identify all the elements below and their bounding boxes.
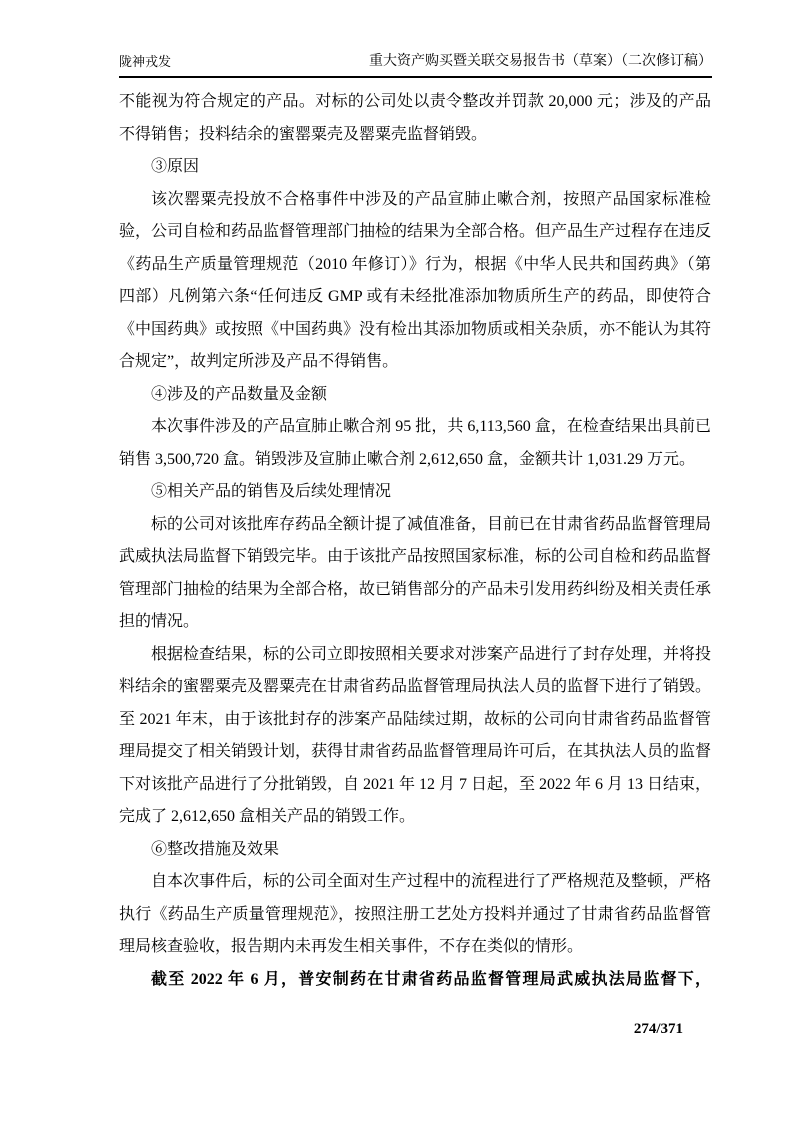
page-number: 274/371 xyxy=(633,1021,683,1037)
document-body xyxy=(119,86,711,996)
header-company-name: 陇神戎发 xyxy=(119,54,172,69)
paragraph-impairment-detail: 标的公司对该批库存药品全额计提了减值准备，目前已在甘肃省药品监督管理局武威执法局监督下销毁完毕。由于该批产品按照国家标准，标的公司自检和药品监督管理部门抽检的结果为全部合格，故已销售部分的产品未引发用药纠纷及相关责任承担的情况。 xyxy=(119,515,712,630)
heading-rectification: ⑥整改措施及效果 xyxy=(151,840,280,858)
heading-product-quantity-amount: ④涉及的产品数量及金额 xyxy=(151,385,328,403)
paragraph-rectification-detail: 自本次事件后，标的公司全面对生产过程中的流程进行了严格规范及整顿，严格执行《药品生产质量管理规范》，按照注册工艺处方投料并通过了甘肃省药品监督管理局核查验收，报告期内未再发生相关事件，不存在类似的情形。 xyxy=(119,873,712,955)
paragraph-continuation: 不能视为符合规定的产品。对标的公司处以责令整改并罚款 20,000 元；涉及的产品不得销售；投料结余的蜜罂粟壳及罂粟壳监督销毁。 xyxy=(119,93,711,143)
paragraph-destruction-detail: 根据检查结果，标的公司立即按照相关要求对涉案产品进行了封存处理，并将投料结余的蜜罂粟壳及罂粟壳在甘肃省药品监督管理局执法人员的监督下进行了销毁。至 2021 年末，由于该批封存的涉案产品陆续过期，故标的公司向甘肃省药品监督管理局提交了相关销毁计划，获得甘肃省药品监督管理局许可后，在其执法人员的监督下对该批产品进行了分批销毁，自 2021 年 12 月 7 日起，至 2022 年 6 月 13 日结束，完成了 2,612,650 盒相关产品的销毁工作。 xyxy=(119,645,712,825)
page-header xyxy=(119,50,712,78)
paragraph-quantity-detail: 本次事件涉及的产品宣肺止嗽合剂 95 批，共 6,113,560 盒，在检查结果出具前已销售 3,500,720 盒。销毁涉及宣肺止嗽合剂 2,612,650 盒，金额共计 1,031.29 万元。 xyxy=(119,418,711,468)
heading-sales-followup: ⑤相关产品的销售及后续处理情况 xyxy=(151,483,392,500)
paragraph-bold-conclusion: 截至 2022 年 6 月，普安制药在甘肃省药品监督管理局武威执法局监督下， xyxy=(151,970,711,988)
paragraph-reason-detail: 该次罂粟壳投放不合格事件中涉及的产品宣肺止嗽合剂，按照产品国家标准检验，公司自检和药品监督管理部门抽检的结果为全部合格。但产品生产过程存在违反《药品生产质量管理规范（2010 年修订）》行为，根据《中华人民共和国药典》（第四部）凡例第六条“任何违反 GMP 或有未经批准添加物质所生产的药品，即使符合《中国药典》或按照《中国药典》没有检出其添加物质或相关杂质，亦不能认为其符合规定”，故判定所涉及产品不得销售。 xyxy=(119,190,712,370)
header-document-title: 重大资产购买暨关联交易报告书（草案）（二次修订稿） xyxy=(369,54,712,69)
heading-reason: ③原因 xyxy=(151,158,200,175)
